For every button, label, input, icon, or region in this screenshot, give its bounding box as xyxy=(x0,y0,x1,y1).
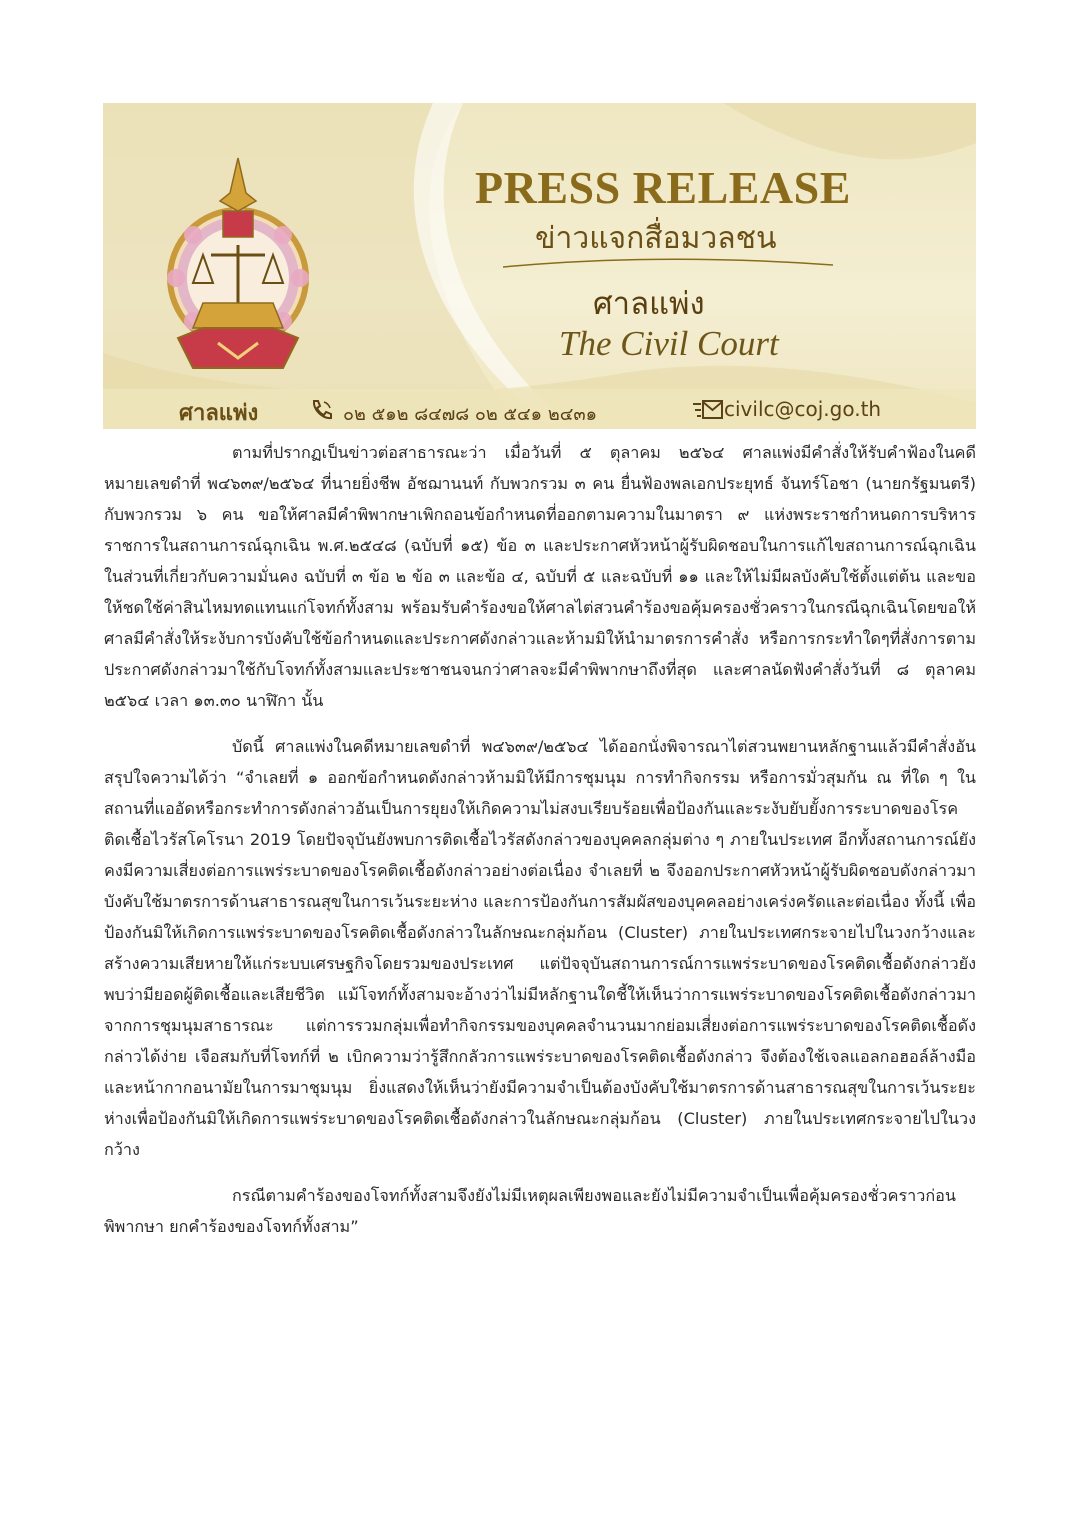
press-release-body xyxy=(104,437,976,1242)
contact-email[interactable]: civilc@coj.go.th xyxy=(724,397,882,421)
body-paragraph: บัดนี้ ศาลแพ่งในคดีหมายเลขดำที่ พ๔๖๓๙/๒๕๖๔ ได้ออกนั่งพิจารณาไต่สวนพยานหลักฐานแล้วมีคำสั่งอันสรุปใจความได้ว่า “จำเลยที่ ๑ ออกข้อกำหนดดังกล่าวห้ามมิให้มีการชุมนุม การทำกิจกรรม หรือการมั่วสุมกัน ณ ที่ใด ๆ ในสถานที่แออัดหรือกระทำการดังกล่าวอันเป็นการยุยงให้เกิดความไม่สงบเรียบร้อยเพื่อป้องกันและระงับยับยั้งการระบาดของโรคติดเชื้อไวรัสโคโรนา 2019 โดยปัจจุบันยังพบการติดเชื้อไวรัสดังกล่าวของบุคคลกลุ่มต่าง ๆ ภายในประเทศ อีกทั้งสถานการณ์ยังคงมีความเสี่ยงต่อการแพร่ระบาดของโรคติดเชื้อดังกล่าวอย่างต่อเนื่อง จำเลยที่ ๒ จึงออกประกาศหัวหน้าผู้รับผิดชอบดังกล่าวมาบังคับใช้มาตรการด้านสาธารณสุขในการเว้นระยะห่าง และการป้องกันการสัมผัสของบุคคลอย่างเคร่งครัดและต่อเนื่อง ทั้งนี้ เพื่อป้องกันมิให้เกิดการแพร่ระบาดของโรคติดเชื้อดังกล่าวในลักษณะกลุ่มก้อน (Cluster) ภายในประเทศกระจายไปในวงกว้างและสร้างความเสียหายให้แก่ระบบเศรษฐกิจโดยรวมของประเทศ แต่ปัจจุบันสถานการณ์การแพร่ระบาดของโรคติดเชื้อดังกล่าวยังพบว่ามียอดผู้ติดเชื้อและเสียชีวิต แม้โจทก์ทั้งสามจะอ้างว่าไม่มีหลักฐานใดชี้ให้เห็นว่าการแพร่ระบาดของโรคติดเชื้อดังกล่าวมาจากการชุมนุมสาธารณะ แต่การรวมกลุ่มเพื่อทำกิจกรรมของบุคคลจำนวนมากย่อมเสี่ยงต่อการแพร่ระบาดของโรคติดเชื้อดังกล่าวได้ง่าย เจือสมกับที่โจทก์ที่ ๒ เบิกความว่ารู้สึกกลัวการแพร่ระบาดของโรคติดเชื้อดังกล่าว จึงต้องใช้เจลแอลกอฮอล์ล้างมือและหน้ากากอนามัยในการมาชุมนุม ยิ่งแสดงให้เห็นว่ายังมีความจำเป็นต้องบังคับใช้มาตรการด้านสาธารณสุขในการเว้นระยะห่างเพื่อป้องกันมิให้เกิดการแพร่ระบาดของโรคติดเชื้อดังกล่าวในลักษณะกลุ่มก้อน (Cluster) ภายในประเทศกระจายไปในวงกว้าง xyxy=(104,737,976,1159)
court-name-english: The Civil Court xyxy=(559,324,779,363)
press-release-title-thai: ข่าวแจกสื่อมวลชน xyxy=(535,221,777,256)
title-divider xyxy=(503,253,833,273)
phone-numbers: ๐๒ ๕๑๒ ๘๔๗๘ ๐๒ ๕๔๑ ๒๔๓๑ xyxy=(343,404,598,425)
phone-icon xyxy=(309,398,335,422)
press-release-banner xyxy=(103,103,976,429)
press-release-title: PRESS RELEASE xyxy=(475,162,851,213)
mail-icon xyxy=(693,399,723,421)
court-emblem-icon xyxy=(163,153,313,383)
court-name-thai: ศาลแพ่ง xyxy=(593,286,705,322)
footer-court-name: ศาลแพ่ง xyxy=(179,401,259,426)
body-paragraph: กรณีตามคำร้องของโจทก์ทั้งสามจึงยังไม่มีเหตุผลเพียงพอและยังไม่มีความจำเป็นเพื่อคุ้มครองชั่วคราวก่อนพิพากษา ยกคำร้องของโจทก์ทั้งสาม” xyxy=(104,1186,956,1236)
body-paragraph: ตามที่ปรากฏเป็นข่าวต่อสาธารณะว่า เมื่อวันที่ ๕ ตุลาคม ๒๕๖๔ ศาลแพ่งมีคำสั่งให้รับคำฟ้องในคดีหมายเลขดำที่ พ๔๖๓๙/๒๕๖๔ ที่นายยิ่งชีพ อัชฌานนท์ กับพวกรวม ๓ คน ยื่นฟ้องพลเอกประยุทธ์ จันทร์โอชา (นายกรัฐมนตรี) กับพวกรวม ๖ คน ขอให้ศาลมีคำพิพากษาเพิกถอนข้อกำหนดที่ออกตามความในมาตรา ๙ แห่งพระราชกำหนดการบริหารราชการในสถานการณ์ฉุกเฉิน พ.ศ.๒๕๔๘ (ฉบับที่ ๑๕) ข้อ ๓ และประกาศหัวหน้าผู้รับผิดชอบในการแก้ไขสถานการณ์ฉุกเฉินในส่วนที่เกี่ยวกับความมั่นคง ฉบับที่ ๓ ข้อ ๒ ข้อ ๓ และข้อ ๔, ฉบับที่ ๕ และฉบับที่ ๑๑ และให้ไม่มีผลบังคับใช้ตั้งแต่ต้น และขอให้ชดใช้ค่าสินไหมทดแทนแก่โจทก์ทั้งสาม พร้อมรับคำร้องขอให้ศาลไต่สวนคำร้องขอคุ้มครองชั่วคราวในกรณีฉุกเฉินโดยขอให้ศาลมีคำสั่งให้ระงับการบังคับใช้ข้อกำหนดและประกาศดังกล่าวและห้ามมิให้นำมาตรการคำสั่ง หรือการกระทำใดๆที่สั่งการตามประกาศดังกล่าวมาใช้กับโจทก์ทั้งสามและประชาชนจนกว่าศาลจะมีคำพิพากษาถึงที่สุด และศาลนัดฟังคำสั่งวันที่ ๘ ตุลาคม ๒๕๖๔ เวลา ๑๓.๓๐ นาฬิกา นั้น xyxy=(104,443,976,710)
